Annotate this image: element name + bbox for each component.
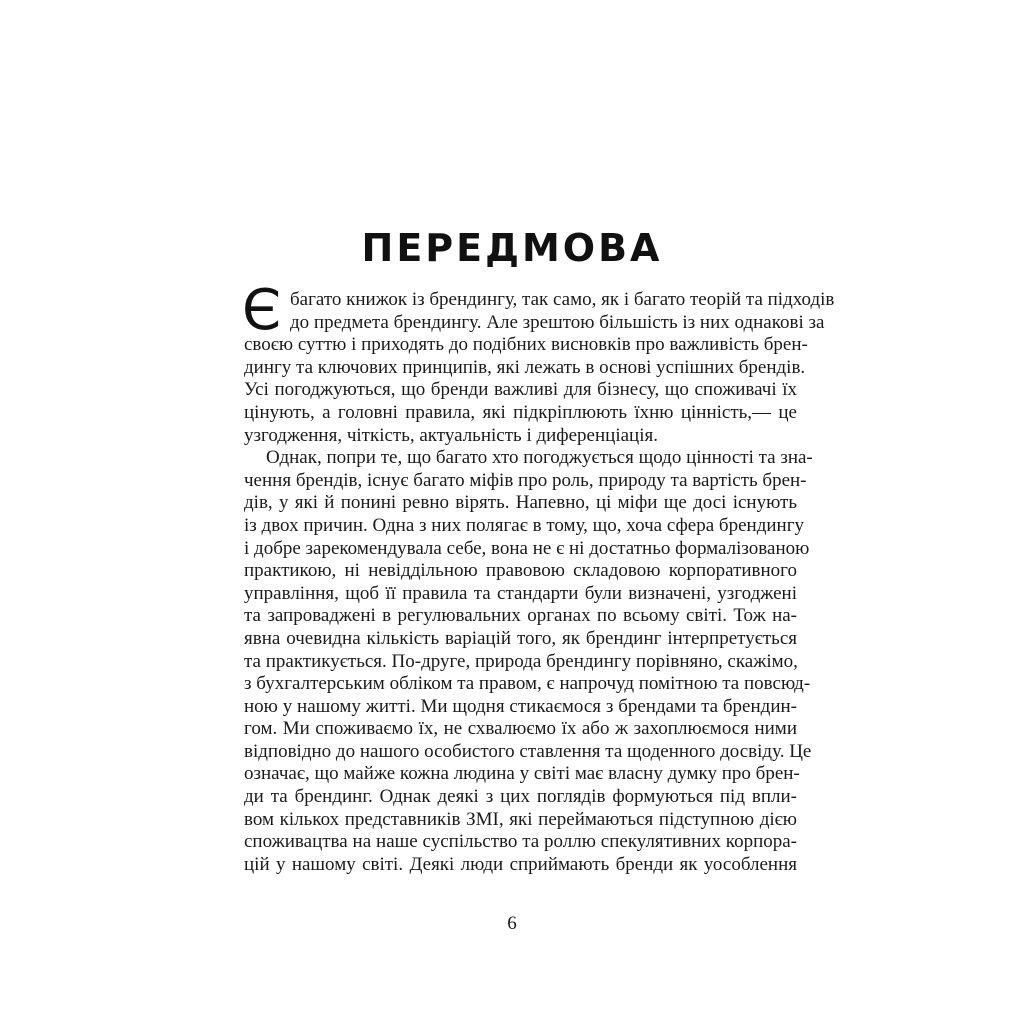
text-line: практикою, ні невіддільною правовою складовою корпоративного [244,560,797,582]
text-line: вом кількох представників ЗМІ, які переймаються підступною дією [244,808,797,830]
text-line: дингу та ключових принципів, які лежать в основі успішних брендів. [244,356,806,378]
text-line: дів, у які й понині ревно вірять. Напевно, ці міфи ще досі існують [244,492,797,514]
text-line: цінують, а головні правила, які підкріплюють їхню цінність,— це [244,401,797,423]
text-line: своєю суттю і приходять до подібних висновків про важливість брен- [244,334,808,356]
text-line: Усі погоджуються, що бренди важливі для бізнесу, що споживачі їх [244,379,797,401]
body-text [242,278,835,876]
text-line: споживацтва на наше суспільство та роллю спекулятивних корпора- [244,831,797,853]
text-line: із двох причин. Одна з них полягає в тому, що, хоча сфера брендингу [244,514,804,536]
page-title: ПЕРЕДМОВА [361,226,663,270]
text-line: узгодження, чіткість, актуальність і диференціація. [244,424,658,446]
text-line: явна очевидна кількість варіацій того, як брендинг інтерпретується [244,627,797,649]
paragraph-2 [244,447,813,876]
paragraph-1 [242,278,835,447]
text-line: чення брендів, існує багато міфів про роль, природу та вартість брен- [244,469,807,491]
text-line: та практикується. По-друге, природа брендингу порівняно, скажімо, [244,650,798,672]
text-line: багато книжок із брендингу, так само, як і багато теорій та підходів [290,289,835,310]
text-line: управління, щоб її правила та стандарти були визначені, узгоджені [244,582,797,604]
text-line: з бухгалтерським обліком та правом, є напрочуд помітною та повсюд- [244,673,811,695]
text-line: ною у нашому житті. Ми щодня стикаємося з брендами та брендин- [244,695,797,717]
text-line: до предмета брендингу. Але зрештою більшість із них однакові за [290,311,825,333]
text-line: означає, що майже кожна людина у світі має власну думку про брен- [244,763,800,785]
text-line: Однак, попри те, що багато хто погоджується щодо цінності та зна- [266,447,813,469]
text-line: та запроваджені в регулювальних органах по всьому світі. Тож на- [244,605,797,627]
text-line: відповідно до нашого особистого ставлення та щоденного досвіду. Це [244,740,812,762]
page-number: 6 [507,913,517,934]
text-line: ди та брендинг. Однак деякі з цих поглядів формуються під впли- [244,786,797,808]
text-line: і добре зарекомендувала себе, вона не є ні достатньо формалізованою [244,537,810,559]
drop-cap: Є [242,278,282,343]
text-line: цій у нашому світі. Деякі люди сприймають бренди як уособлення [244,853,797,875]
text-line: гом. Ми споживаємо їх, не схвалюємо їх або ж захоплюємося ними [244,718,797,740]
